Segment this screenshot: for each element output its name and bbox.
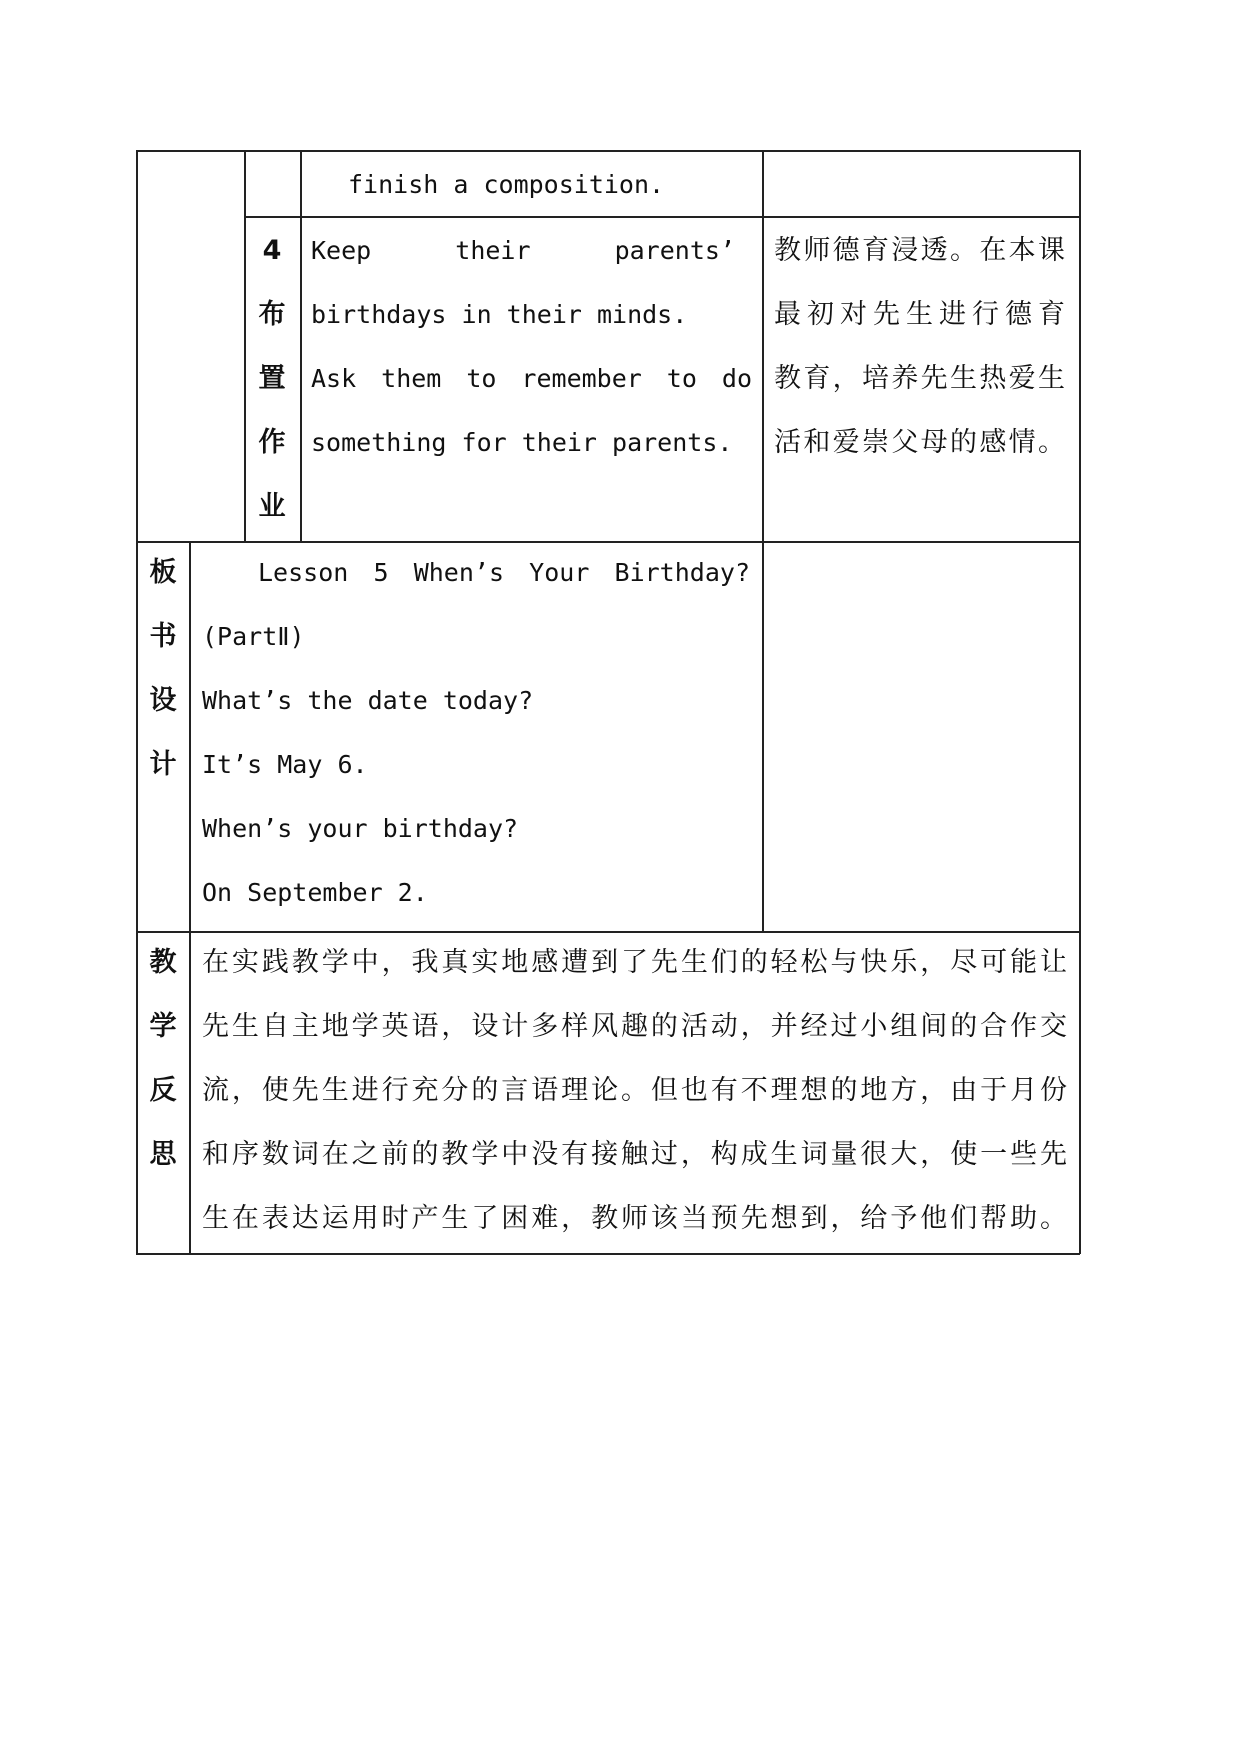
homework-label-char-2: 置 — [258, 363, 286, 394]
col-divider-step — [244, 150, 246, 542]
row-divider-1 — [244, 216, 1080, 218]
reflection-label-char-2: 学 — [149, 1011, 177, 1042]
col-divider-note — [762, 150, 764, 932]
homework-note-line-3: 教育，培养先生热爱生 — [774, 363, 1066, 394]
row-divider-3 — [136, 931, 1080, 933]
homework-label-char-3: 作 — [258, 427, 286, 458]
step-number: 4 — [262, 235, 282, 266]
reflection-label-char-1: 教 — [149, 947, 177, 978]
table-border-bottom — [136, 1253, 1080, 1255]
board-line-2: It’s May 6. — [202, 750, 368, 779]
reflection-label-char-3: 反 — [149, 1075, 177, 1106]
reflection-line-5: 生在表达运用时产生了困难，教师该当预先想到，给予他们帮助。 — [202, 1203, 1068, 1234]
board-line-1: What’s the date today? — [202, 686, 534, 715]
reflection-line-4: 和序数词在之前的教学中没有接触过，构成生词量很大，使一些先 — [202, 1139, 1068, 1170]
reflection-line-3: 流，使先生进行充分的言语理论。但也有不理想的地方，由于月份 — [202, 1075, 1068, 1106]
board-label-char-2: 书 — [149, 621, 177, 652]
row-divider-2 — [136, 541, 1080, 543]
board-title-line: Lesson 5 When’s Your Birthday? — [258, 558, 750, 587]
homework-content-line-3: Ask them to remember to do — [311, 364, 752, 393]
table-border-right — [1079, 150, 1081, 1254]
homework-note-line-4: 活和爱崇父母的感情。 — [774, 427, 1066, 458]
homework-note-line-1: 教师德育浸透。在本课 — [774, 235, 1066, 266]
homework-label-char-4: 业 — [258, 491, 286, 522]
homework-content-line-4: something for their parents. — [311, 428, 733, 457]
continued-line: finish a composition. — [348, 170, 665, 199]
reflection-line-2: 先生自主地学英语，设计多样风趣的活动，并经过小组间的合作交 — [202, 1011, 1068, 1042]
col-divider-content — [300, 150, 302, 542]
homework-label-char-1: 布 — [258, 299, 286, 330]
board-label-char-1: 板 — [149, 557, 177, 588]
board-line-3: When’s your birthday? — [202, 814, 519, 843]
homework-content-line-2: birthdays in their minds. — [311, 300, 688, 329]
homework-note-line-2: 最初对先生进行德育 — [774, 299, 1066, 330]
col-divider-label — [189, 541, 191, 1254]
board-label-char-3: 设 — [149, 685, 177, 716]
homework-content-line-1: Keep their parents’ — [311, 236, 735, 265]
reflection-line-1: 在实践教学中，我真实地感遭到了先生们的轻松与快乐，尽可能让 — [202, 947, 1068, 978]
board-label-char-4: 计 — [149, 749, 177, 780]
table-border-top — [136, 150, 1080, 152]
board-line-4: On September 2. — [202, 878, 428, 907]
reflection-label-char-4: 思 — [149, 1139, 177, 1170]
board-title-cont: (PartⅡ) — [202, 622, 305, 651]
